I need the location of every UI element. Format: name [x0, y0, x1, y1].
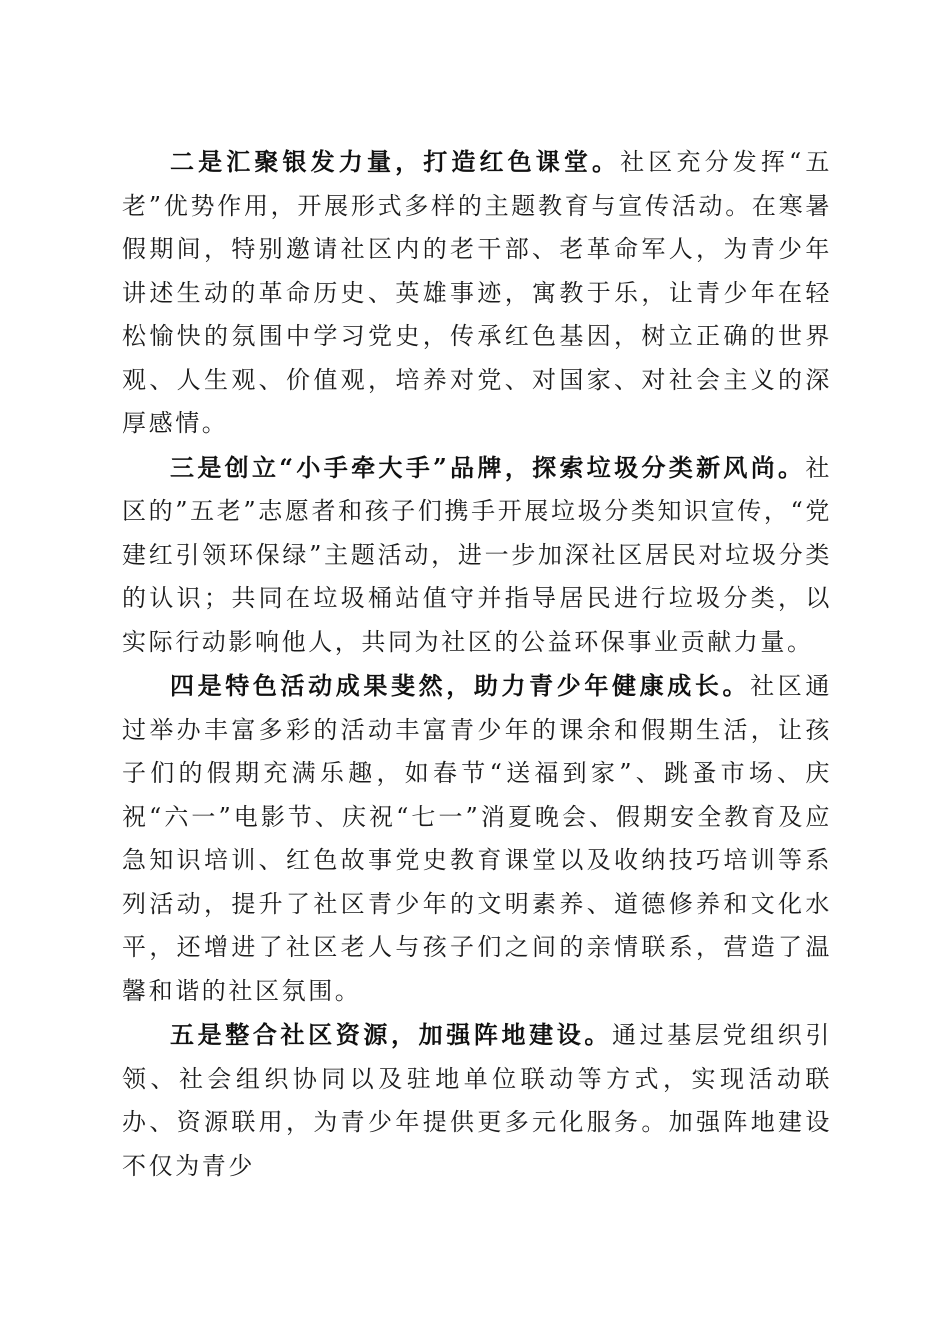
paragraph-5-text: 通过基层党组织引领、社会组织协同以及驻地单位联动等方式，实现活动联办、资源联用，为青少年提供更多元化服务。加强阵地建设不仅为青少	[122, 1021, 832, 1180]
paragraph-2-text: 社区充分发挥“五老”优势作用，开展形式多样的主题教育与宣传活动。在寒暑假期间，特别邀请社区内的老干部、老革命军人，为青少年讲述生动的革命历史、英雄事迹，寓教于乐，让青少年在轻松愉快的氛围中学习党史，传承红色基因，树立正确的世界观、人生观、价值观，培养对党、对国家、对社会主义的深厚感情。	[122, 148, 832, 437]
paragraph-4-text: 社区通过举办丰富多彩的活动丰富青少年的课余和假期生活，让孩子们的假期充满乐趣，如春节“送福到家”、跳蚤市场、庆祝“六一”电影节、庆祝“七一”消夏晚会、假期安全教育及应急知识培训、红色故事党史教育课堂以及收纳技巧培训等系列活动，提升了社区青少年的文明素养、道德修养和文化水平，还增进了社区老人与孩子们之间的亲情联系，营造了温馨和谐的社区氛围。	[122, 672, 832, 1005]
paragraph-3-text: 社区的”五老”志愿者和孩子们携手开展垃圾分类知识宣传，“党建红引领环保绿”主题活动，进一步加深社区居民对垃圾分类的认识；共同在垃圾桶站值守并指导居民进行垃圾分类，以实际行动影响他人，共同为社区的公益环保事业贡献力量。	[122, 453, 832, 656]
paragraph-2-heading: 二是汇聚银发力量，打造红色课堂。	[170, 147, 621, 176]
paragraph-5-heading: 五是整合社区资源，加强阵地建设。	[170, 1020, 613, 1049]
paragraph-4	[122, 664, 832, 1013]
paragraph-4-heading: 四是特色活动成果斐然，助力青少年健康成长。	[170, 671, 751, 700]
paragraph-2	[122, 140, 832, 446]
paragraph-3	[122, 446, 832, 665]
paragraph-5	[122, 1013, 832, 1188]
document-body	[122, 140, 832, 1188]
paragraph-3-heading: 三是创立“小手牵大手”品牌，探索垃圾分类新风尚。	[170, 452, 806, 482]
